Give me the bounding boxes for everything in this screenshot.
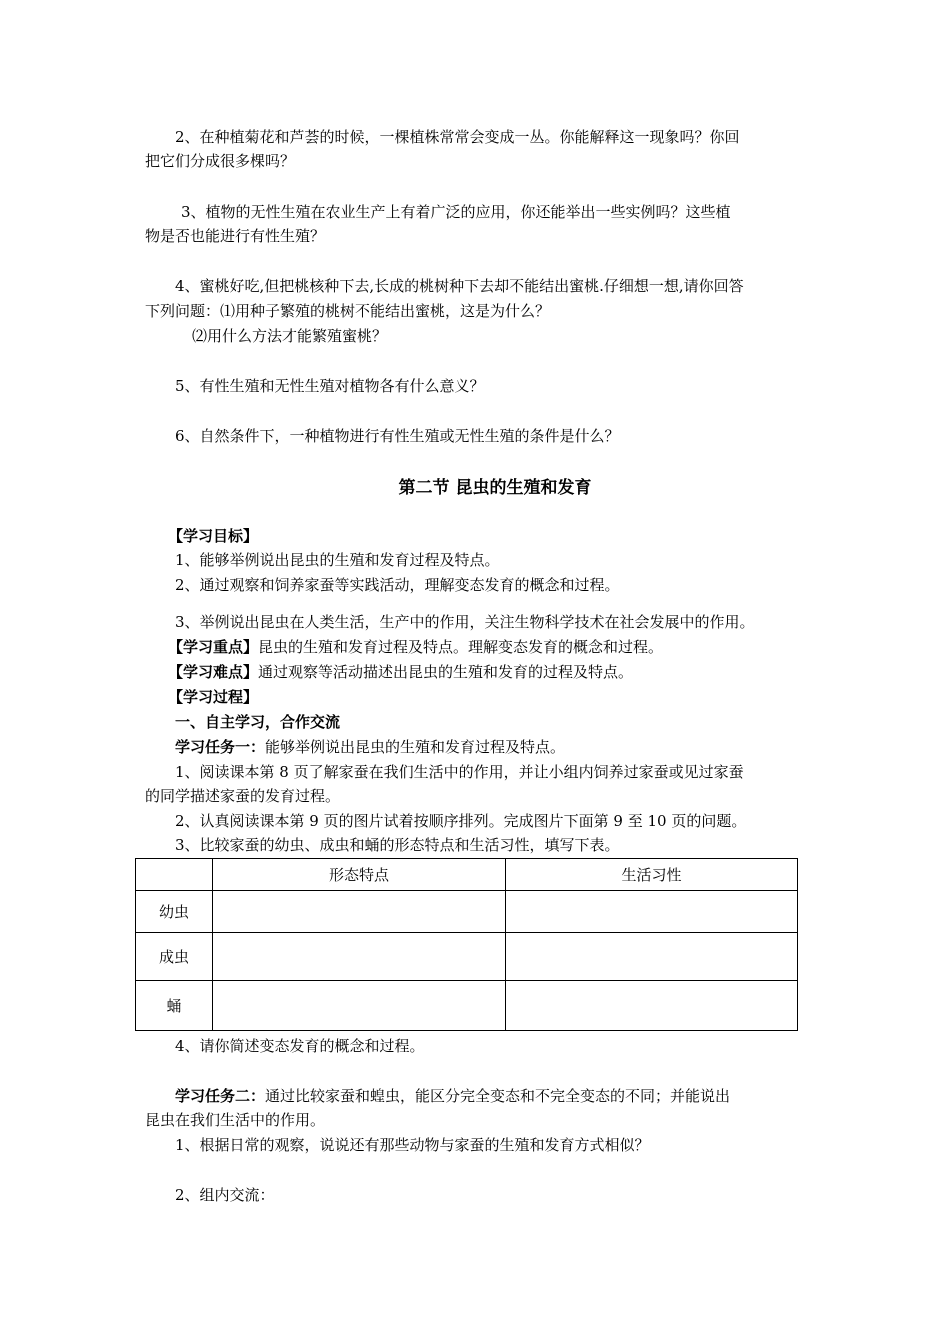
- table-cell-larva-morphology[interactable]: [213, 891, 506, 933]
- comparison-table: [135, 858, 798, 1031]
- table-cell-pupa-habits[interactable]: [506, 981, 798, 1031]
- table-header-habits: 生活习性: [506, 859, 798, 891]
- table-row-label-pupa: 蛹: [136, 981, 213, 1031]
- difficult-points-text: 通过观察等活动描述出昆虫的生殖和发育的过程及特点。: [258, 663, 634, 681]
- table-cell-adult-morphology[interactable]: [213, 933, 506, 981]
- task-2-text: 通过比较家蚕和蝗虫，能区分完全变态和不完全变态的不同；并能说出: [265, 1087, 731, 1105]
- step-1-line-2: 的同学描述家蚕的发育过程。: [145, 787, 341, 805]
- question-3-line-1: 3、植物的无性生殖在农业生产上有着广泛的应用，你还能举出一些实例吗？这些植: [181, 203, 731, 221]
- table-cell-adult-habits[interactable]: [506, 933, 798, 981]
- table-cell-pupa-morphology[interactable]: [213, 981, 506, 1031]
- task-2-question-2: 2、组内交流：: [175, 1186, 275, 1204]
- goal-1: 1、能够举例说出昆虫的生殖和发育过程及特点。: [175, 551, 500, 569]
- key-points-text: 昆虫的生殖和发育过程及特点。理解变态发育的概念和过程。: [258, 638, 664, 656]
- table-row-label-adult: 成虫: [136, 933, 213, 981]
- section-title: 第二节 昆虫的生殖和发育: [398, 478, 592, 498]
- question-5: 5、有性生殖和无性生殖对植物各有什么意义？: [175, 377, 485, 395]
- step-2: 2、认真阅读课本第 9 页的图片试着按顺序排列。完成图片下面第 9 至 10 页的问题。: [175, 812, 747, 830]
- step-1-line-1: 1、阅读课本第 8 页了解家蚕在我们生活中的作用，并让小组内饲养过家蚕或见过家蚕: [175, 763, 744, 781]
- task-1-label: 学习任务一：: [175, 738, 266, 756]
- process-heading: 【学习过程】: [168, 688, 259, 706]
- task-1: [175, 737, 565, 757]
- table-row: [136, 981, 798, 1031]
- table-row: [136, 891, 798, 933]
- step-4: 4、请你简述变态发育的概念和过程。: [175, 1037, 425, 1055]
- key-points: [168, 637, 663, 657]
- task-2-line-2: 昆虫在我们生活中的作用。: [145, 1111, 326, 1129]
- key-points-label: 【学习重点】: [168, 638, 259, 656]
- question-2-line-1: 2、在种植菊花和芦荟的时候，一棵植株常常会变成一丛。你能解释这一现象吗？你回: [175, 128, 740, 146]
- task-1-text: 能够举例说出昆虫的生殖和发育过程及特点。: [265, 738, 566, 756]
- table-row: [136, 933, 798, 981]
- difficult-points: [168, 662, 633, 682]
- goals-heading: 【学习目标】: [168, 527, 259, 545]
- table-header-corner: [136, 859, 213, 891]
- step-3: 3、比较家蚕的幼虫、成虫和蛹的形态特点和生活习性，填写下表。: [175, 836, 620, 854]
- question-3-line-2: 物是否也能进行有性生殖？: [145, 227, 326, 245]
- question-4-line-3: ⑵用什么方法才能繁殖蜜桃？: [192, 327, 388, 345]
- task-2: [175, 1086, 730, 1106]
- question-6: 6、自然条件下，一种植物进行有性生殖或无性生殖的条件是什么？: [175, 427, 620, 445]
- question-4-line-2: 下列问题：⑴用种子繁殖的桃树不能结出蜜桃，这是为什么？: [145, 302, 551, 320]
- task-2-question-1: 1、根据日常的观察，说说还有那些动物与家蚕的生殖和发育方式相似？: [175, 1136, 650, 1154]
- table-cell-larva-habits[interactable]: [506, 891, 798, 933]
- table-header-morphology: 形态特点: [213, 859, 506, 891]
- question-2-line-2: 把它们分成很多棵吗？: [145, 152, 296, 170]
- question-4-line-1: 4、蜜桃好吃,但把桃核种下去,长成的桃树种下去却不能结出蜜桃.仔细想一想,请你回答: [175, 277, 744, 295]
- goal-2: 2、通过观察和饲养家蚕等实践活动，理解变态发育的概念和过程。: [175, 576, 620, 594]
- table-header-row: [136, 859, 798, 891]
- goal-3: 3、举例说出昆虫在人类生活，生产中的作用，关注生物科学技术在社会发展中的作用。: [175, 613, 755, 631]
- difficult-points-label: 【学习难点】: [168, 663, 259, 681]
- task-2-label: 学习任务二：: [175, 1087, 266, 1105]
- table-row-label-larva: 幼虫: [136, 891, 213, 933]
- part-1-heading: 一、自主学习，合作交流: [175, 713, 341, 731]
